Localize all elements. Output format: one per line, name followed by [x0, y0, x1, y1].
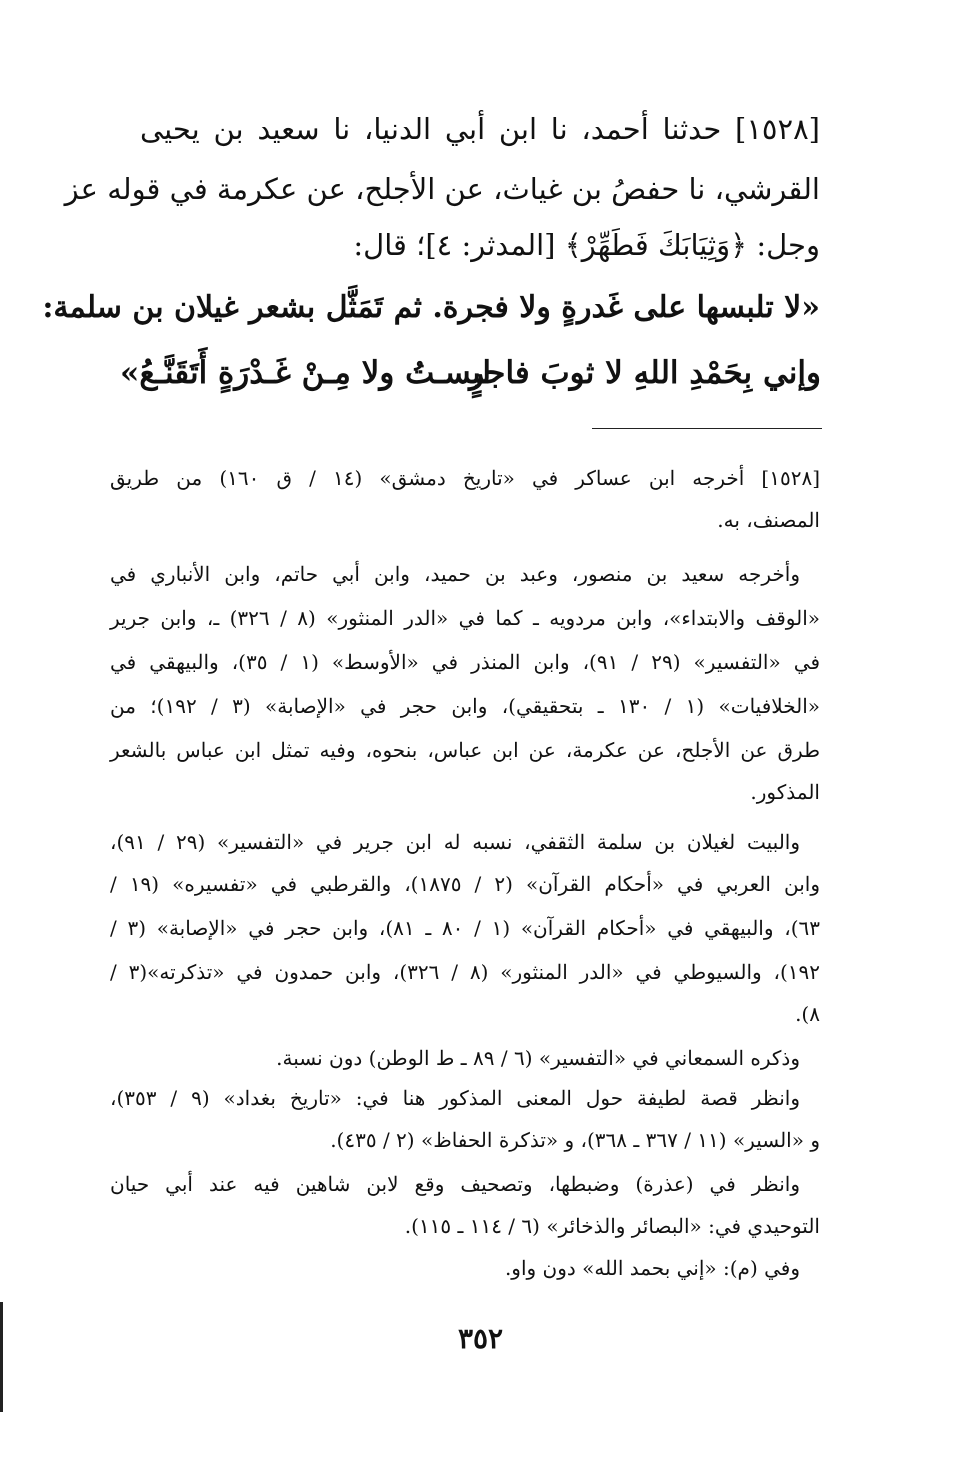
footnote-line: في «التفسير» (٢٩ / ٩١)، وابن المنذر في «الأوسط» (١ / ٣٥)، والبيهقي في [110, 650, 821, 674]
footnote-separator [592, 428, 822, 429]
footnote-line: «الوقف والابتداء»، وابن مردويه ـ كما في «الدر المنثور» (٨ / ٣٢٦) ـ، وابن جرير [110, 606, 820, 630]
verse-first-hemistich: وإني بِحَمْدِ اللهِ لا ثوبَ فاجرٍ [469, 355, 821, 391]
main-text-line-3: وجل: ﴿وَثِيَابَكَ فَطَهِّرْ﴾ [المدثر: ٤]؛ قال: [353, 228, 820, 262]
main-text-line-1: [١٥٢٨] حدثنا أحمد، نا ابن أبي الدنيا، نا سعيد بن يحيى [140, 112, 820, 146]
scan-edge-mark [0, 1302, 3, 1412]
footnote-line: وأخرجه سعيد بن منصور، وعبد بن حميد، وابن أبي حاتم، وابن الأنباري في [110, 562, 800, 586]
footnote-line: و «السير» (١١ / ٣٦٧ ـ ٣٦٨)، و «تذكرة الحفاظ» (٢ / ٤٣٥). [330, 1128, 820, 1152]
footnote-line: وانظر قصة لطيفة حول المعنى المذكور هنا في: «تاريخ بغداد» (٩ / ٣٥٣)، [110, 1086, 800, 1110]
footnote-line: وذكره السمعاني في «التفسير» (٦ / ٨٩ ـ ط الوطن) دون نسبة. [276, 1046, 800, 1070]
quote-line: «لا تلبسها على غَدرةٍ ولا فجرة. ثم تَمَثَّل بشعر غيلان بن سلمة: [42, 290, 820, 325]
footnote-line: المصنف، به. [717, 508, 820, 532]
main-text-line-2: القرشي، نا حفصُ بن غياث، عن الأجلح، عن عكرمة في قوله عز [64, 172, 820, 206]
footnote-line: والبيت لغيلان بن سلمة الثقفي، نسبه له ابن جرير في «التفسير» (٢٩ / ٩١)، [110, 830, 801, 854]
footnote-line: [١٥٢٨] أخرجه ابن عساكر في «تاريخ دمشق» (١٤ / ق ١٦٠) من طريق [110, 466, 821, 490]
verse-second-hemistich: لبسـتُ ولا مِـنْ غَـدْرَةٍ أَتَقَنَّـعُ» [120, 355, 492, 391]
page-number: ٣٥٢ [457, 1322, 504, 1355]
footnote-line: ٦٣)، والبيهقي في «أحكام القرآن» (١ / ٨٠ ـ ٨١)، وابن حجر في «الإصابة» (٣ / [110, 916, 820, 940]
footnote-line: المذكور. [750, 780, 820, 804]
footnote-line: التوحيدي في: «البصائر والذخائر» (٦ / ١١٤ ـ ١١٥). [404, 1214, 820, 1238]
footnote-line: ٨). [795, 1002, 820, 1026]
footnote-line: «الخلافيات» (١ / ١٣٠ ـ بتحقيقي)، وابن حجر في «الإصابة» (٣ / ١٩٢)؛ من [110, 694, 821, 718]
footnote-line: وفي (م): «إني بحمد الله» دون واو. [504, 1256, 800, 1280]
footnote-line: ١٩٢)، والسيوطي في «الدر المنثور» (٨ / ٣٢٦)، وابن حمدون في «تذكرته»(٣ / [110, 960, 820, 984]
footnote-line: وابن العربي في «أحكام القرآن» (٢ / ١٨٧٥)، والقرطبي في «تفسيره» (١٩ / [110, 872, 820, 896]
footnote-line: وانظر في (عذرة) وضبطها، وتصحيف وقع لابن شاهين فيه عند أبي حيان [110, 1172, 800, 1196]
footnote-line: طرق عن الأجلح، عن عكرمة، عن ابن عباس، بنحوه، وفيه تمثل ابن عباس بالشعر [110, 738, 820, 762]
